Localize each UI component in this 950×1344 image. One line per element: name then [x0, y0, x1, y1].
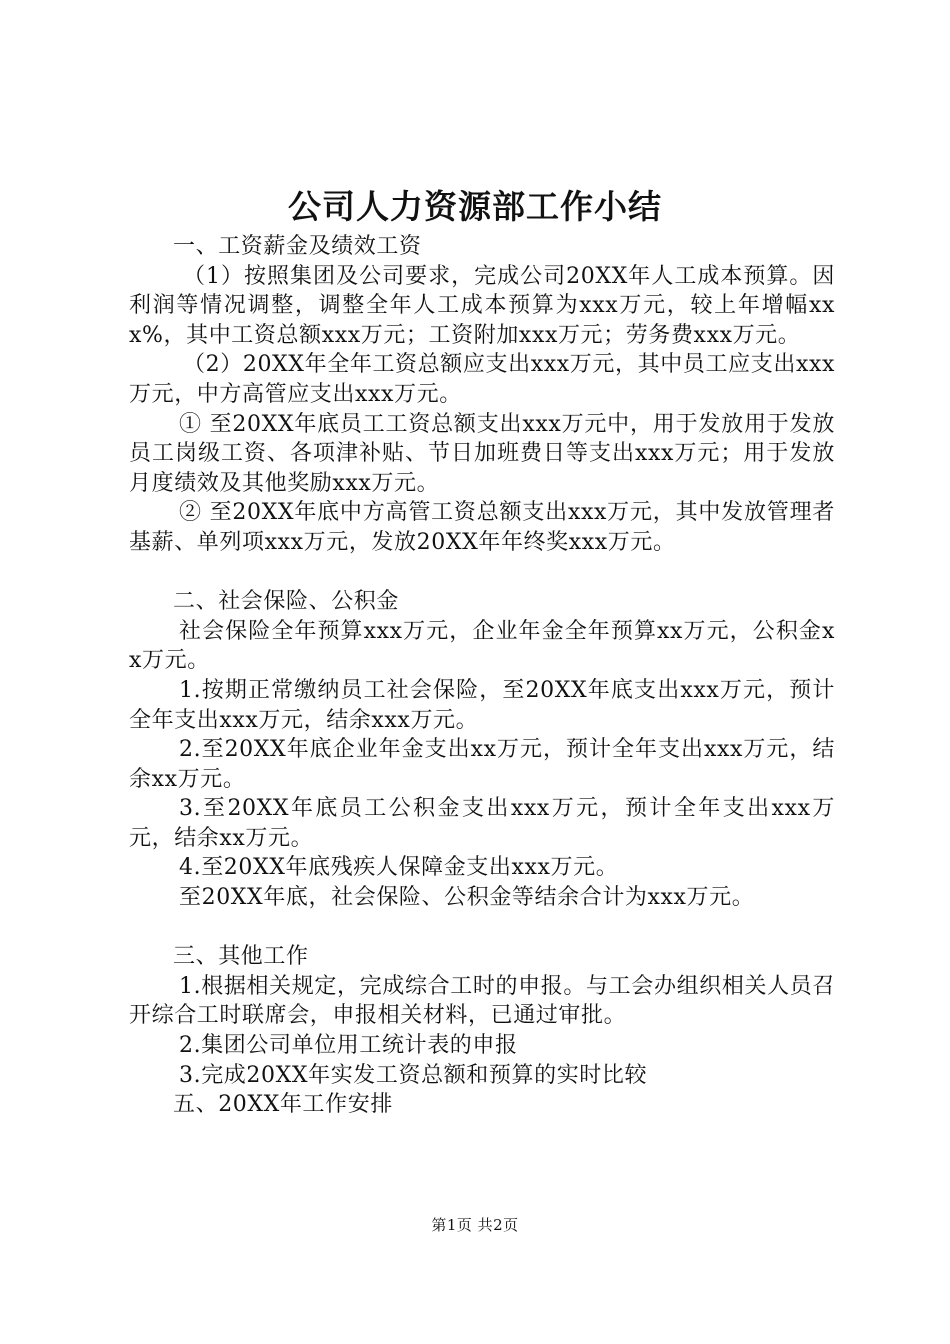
list-item-other-1: 1.根据相关规定，完成综合工时的申报。与工会办组织相关人员召开综合工时联席会，申报相关材料，已通过审批。 — [129, 973, 835, 1029]
list-item-insurance-3: 3.至20XX年底员工公积金支出xxx万元，预计全年支出xxx万元，结余xx万元。 — [129, 796, 835, 851]
paragraph-total-salary: （2）20XX年全年工资总额应支出xxx万元，其中员工应支出xxx万元，中方高管应支出xxx万元。 — [129, 352, 835, 407]
section-heading-insurance: 二、社会保险、公积金 — [173, 589, 400, 615]
paragraph-executive-salary: ② 至20XX年底中方高管工资总额支出xxx万元，其中发放管理者基薪、单列项xxx万元，发放20XX年年终奖xxx万元。 — [129, 500, 835, 555]
section-heading-other: 三、其他工作 — [173, 944, 309, 970]
document-body — [129, 232, 835, 1120]
blank-line — [129, 913, 835, 943]
list-item-other-3: 3.完成20XX年实发工资总额和预算的实时比较 — [179, 1062, 648, 1088]
list-item-insurance-4: 4.至20XX年底残疾人保障金支出xxx万元。 — [179, 855, 619, 881]
page-number: 第1页 共2页 — [431, 1216, 519, 1234]
paragraph-budget: （1）按照集团及公司要求，完成公司20XX年人工成本预算。因利润等情况调整，调整全年人工成本预算为xxx万元，较上年增幅xxx%，其中工资总额xxx万元；工资附加xxx万元；劳务费xxx万元。 — [129, 263, 835, 348]
blank-line — [129, 558, 835, 588]
list-item-other-2: 2.集团公司单位用工统计表的申报 — [179, 1033, 518, 1059]
paragraph-insurance-balance: 至20XX年底，社会保险、公积金等结余合计为xxx万元。 — [179, 885, 755, 911]
list-item-insurance-2: 2.至20XX年底企业年金支出xx万元，预计全年支出xxx万元，结余xx万元。 — [129, 737, 835, 792]
section-heading-plan: 五、20XX年工作安排 — [173, 1092, 393, 1118]
section-heading-salary: 一、工资薪金及绩效工资 — [173, 234, 422, 259]
document-title: 公司人力资源部工作小结 — [288, 187, 662, 226]
paragraph-insurance-budget: 社会保险全年预算xxx万元，企业年金全年预算xx万元，公积金xx万元。 — [129, 618, 835, 674]
list-item-insurance-1: 1.按期正常缴纳员工社会保险，至20XX年底支出xxx万元，预计全年支出xxx万元，结余xxx万元。 — [129, 677, 835, 733]
paragraph-employee-salary: ① 至20XX年底员工工资总额支出xxx万元中，用于发放用于发放员工岗级工资、各项津补贴、节日加班费日等支出xxx万元；用于发放月度绩效及其他奖励xxx万元。 — [129, 411, 835, 496]
